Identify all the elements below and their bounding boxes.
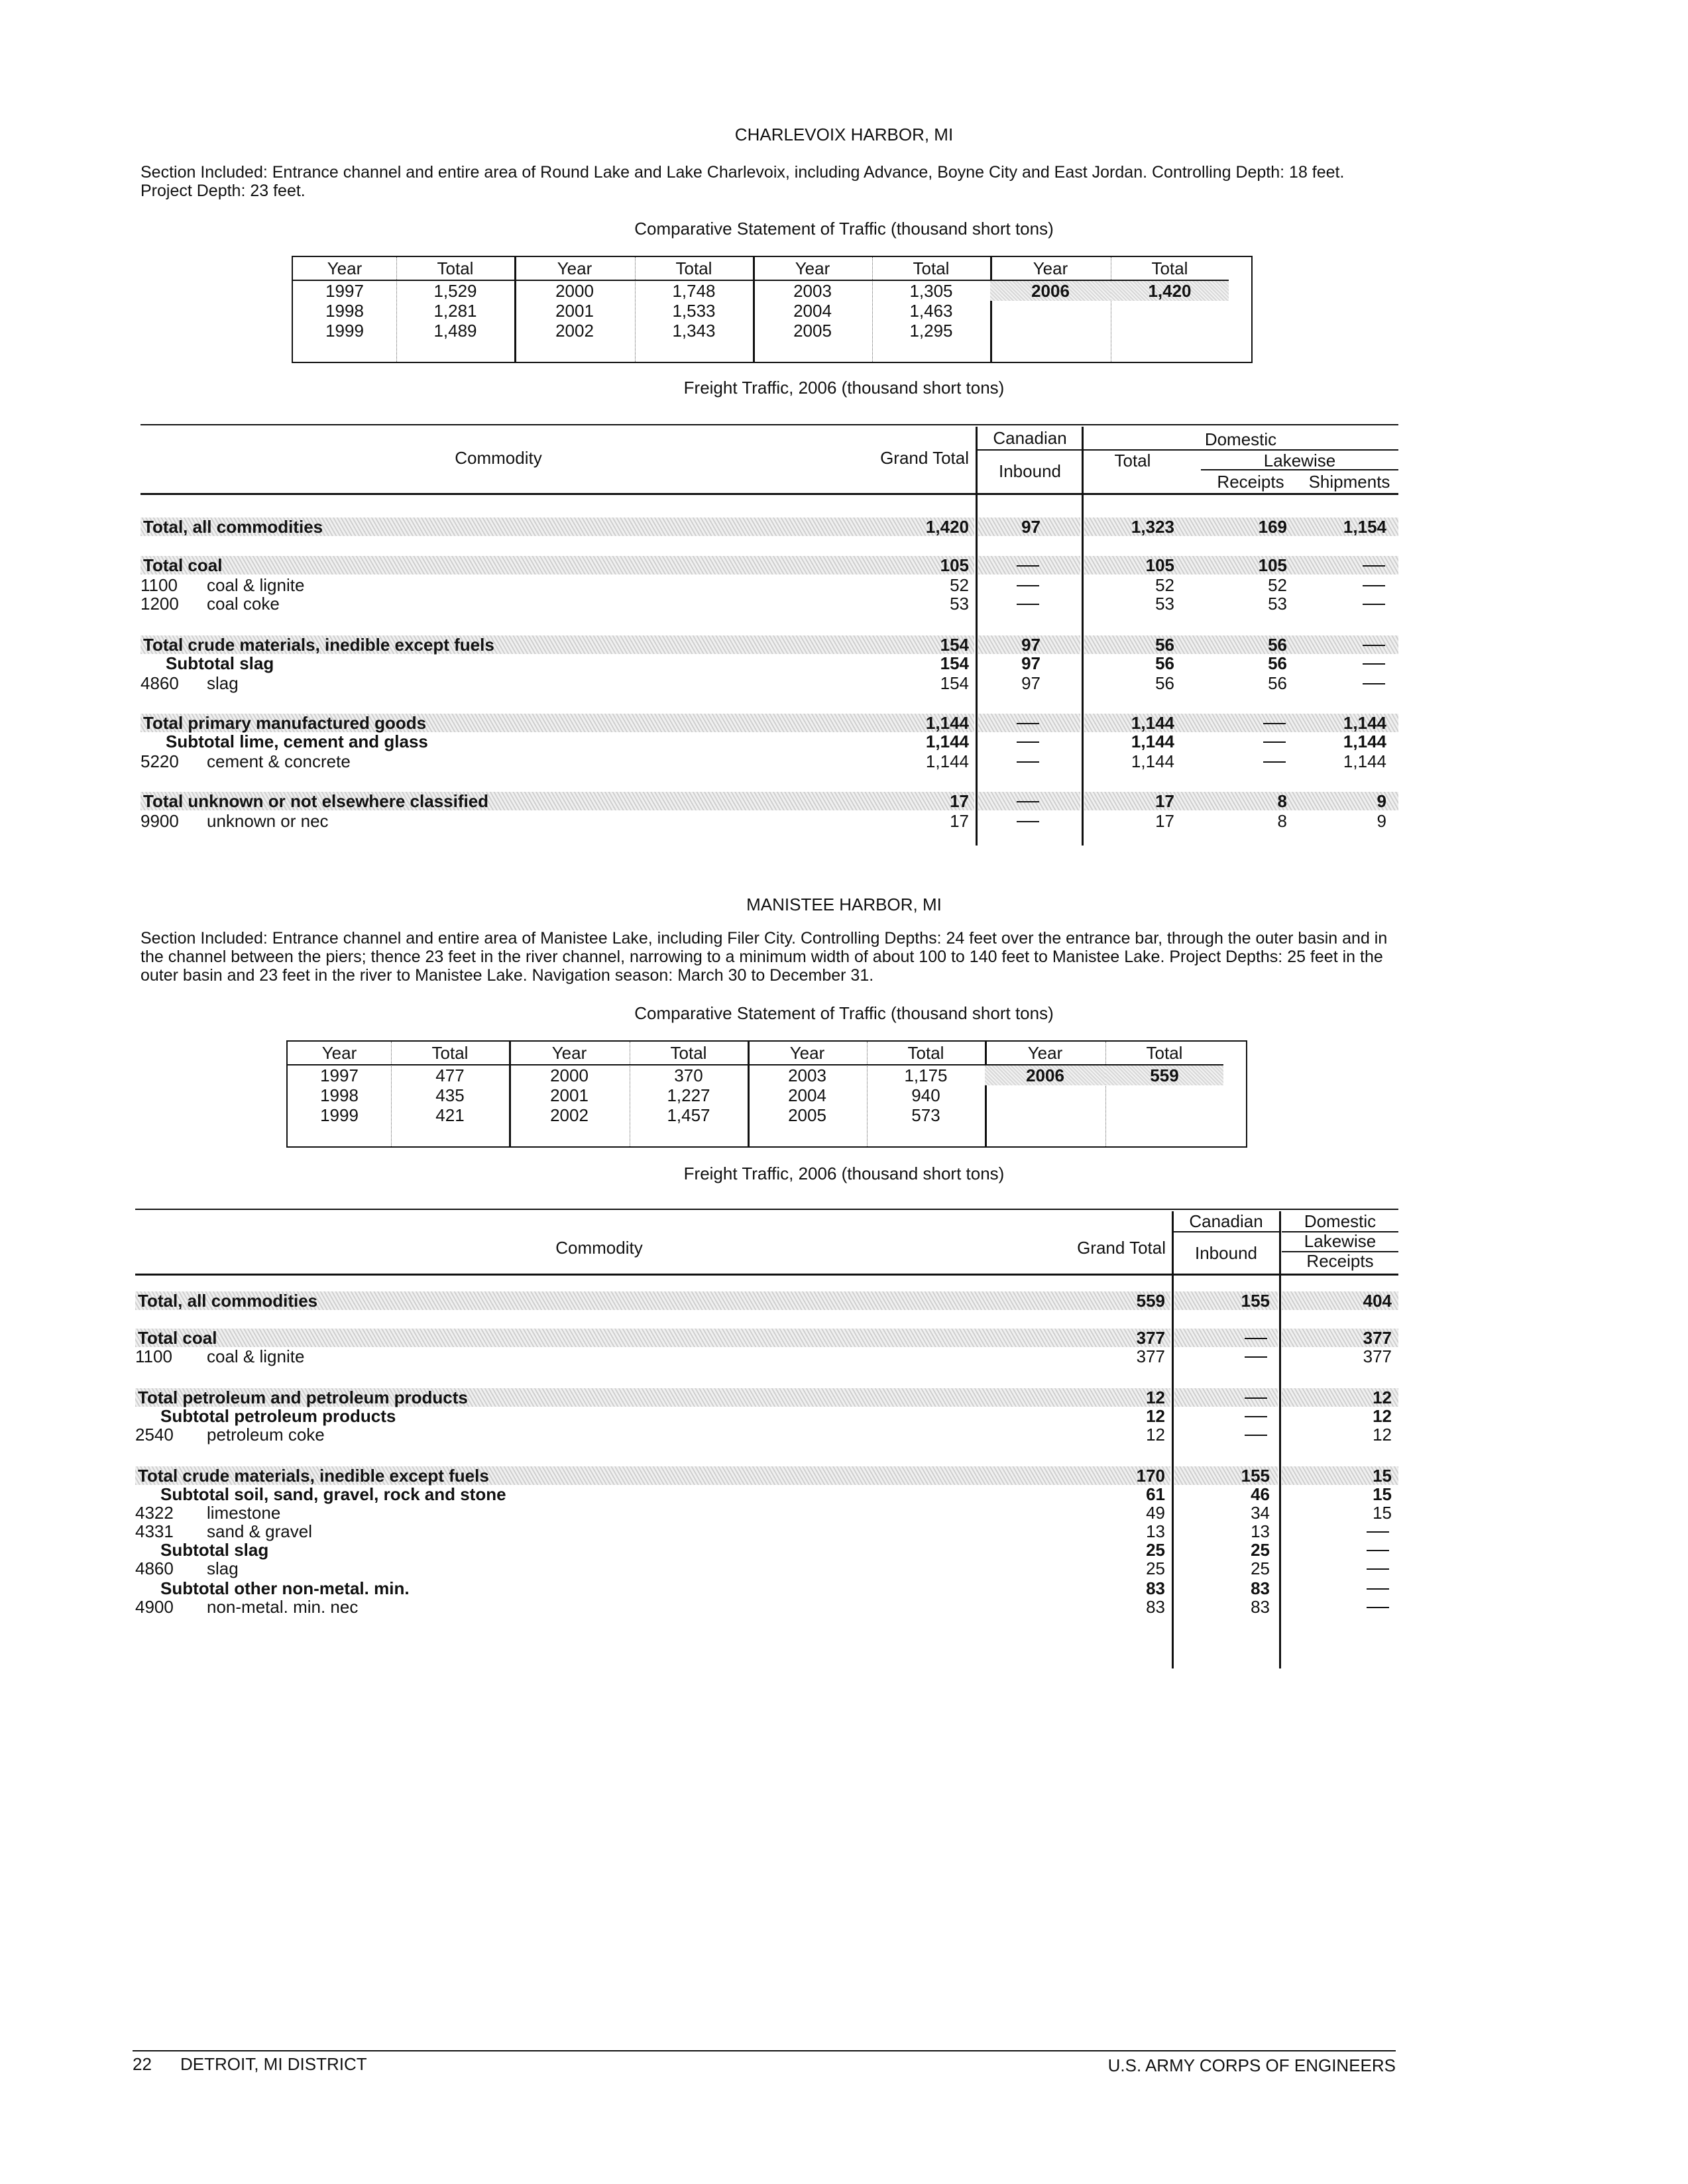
comp-value-cell: 1,529: [433, 281, 477, 301]
commodity-label: Total primary manufactured goods: [143, 713, 427, 733]
value-cell: 105: [940, 555, 969, 575]
manistee-freight-table: [135, 1209, 1398, 1672]
comp-value-cell: 1,489: [433, 321, 477, 341]
commodity-code: 5220: [141, 751, 179, 771]
value-cell: 9: [1377, 791, 1386, 811]
value-cell: 15: [1373, 1484, 1392, 1504]
comp-value-cell: 1,533: [672, 301, 716, 321]
value-cell: 15: [1373, 1503, 1392, 1523]
commodity-label: petroleum coke: [207, 1425, 325, 1445]
footer-agency: U.S. ARMY CORPS OF ENGINEERS: [1107, 2055, 1396, 2075]
value-cell: 46: [1251, 1484, 1270, 1504]
footer-rule: [133, 2050, 1396, 2051]
comp-value-cell: 1,463: [909, 301, 953, 321]
comp-value-cell: 1,748: [672, 281, 716, 301]
no-value-text: [1245, 1388, 1267, 1407]
no-value-text: [1017, 751, 1039, 771]
commodity-label: Total crude materials, inedible except fuels: [138, 1466, 489, 1486]
comp-value-cell: 370: [674, 1065, 703, 1085]
comp-header-cell: Total: [872, 257, 990, 281]
comp-value-cell: 2004: [793, 301, 832, 321]
value-cell: 154: [940, 635, 969, 655]
no-value-text: [1367, 1540, 1389, 1560]
header-bottom-rule: [141, 493, 1398, 495]
commodity-code: 1200: [141, 594, 179, 614]
value-cell: 83: [1251, 1597, 1270, 1617]
value-cell: 12: [1146, 1425, 1165, 1445]
no-value-text: [1263, 751, 1286, 771]
comp-value-cell: 1,227: [667, 1085, 710, 1105]
commodity-label: Subtotal petroleum products: [160, 1406, 396, 1426]
value-cell: 377: [1363, 1346, 1392, 1366]
header-commodity: Commodity: [555, 1238, 643, 1258]
value-cell: 377: [1136, 1346, 1165, 1366]
no-value-text: [1245, 1328, 1267, 1348]
commodity-label: unknown or nec: [207, 811, 329, 831]
footer-district: DETROIT, MI DISTRICT: [180, 2054, 367, 2074]
header-canadian: Canadian: [993, 428, 1067, 448]
comp-value-cell: 573: [911, 1105, 940, 1125]
value-cell: 12: [1146, 1406, 1165, 1426]
value-cell: 97: [1021, 673, 1041, 693]
comp-value-cell: [1111, 321, 1229, 341]
commodity-label: non-metal. min. nec: [207, 1597, 359, 1617]
commodity-code: 4331: [135, 1521, 174, 1541]
value-cell: 25: [1146, 1540, 1165, 1560]
comp-header-cell: Total: [391, 1042, 509, 1065]
commodity-label: Subtotal slag: [166, 653, 274, 673]
comp-value-cell: [990, 301, 1111, 321]
commodity-label: limestone: [207, 1503, 281, 1523]
value-cell: 1,144: [925, 713, 969, 733]
no-value-text: [1263, 713, 1286, 733]
no-value-text: [1363, 653, 1385, 673]
charlevoix-section-text: Section Included: Entrance channel and entire area of Round Lake and Lake Charlevoix, including Advance, Boyne City and East Jordan. Controlling Depth: 18 feet. Project Depth: 23 feet.: [141, 163, 1345, 200]
no-value-text: [1363, 594, 1385, 614]
comp-header-cell: Total: [396, 257, 514, 281]
no-value-text: [1017, 811, 1039, 831]
comp-value-cell: 2006: [985, 1065, 1105, 1085]
value-cell: 52: [1155, 575, 1174, 595]
comp-value-cell: 1,343: [672, 321, 716, 341]
header-inbound: Inbound: [1195, 1243, 1257, 1263]
value-cell: 17: [950, 811, 969, 831]
no-value-text: [1245, 1425, 1267, 1445]
value-cell: 53: [950, 594, 969, 614]
row-highlight: [135, 1329, 1170, 1347]
commodity-label: Subtotal other non-metal. min.: [160, 1578, 410, 1598]
column-divider-right: [1279, 1211, 1281, 1668]
value-cell: 1,144: [925, 732, 969, 751]
value-cell: 17: [1155, 791, 1174, 811]
commodity-code: 9900: [141, 811, 179, 831]
comp-value-cell: 421: [435, 1105, 465, 1125]
commodity-label: Total crude materials, inedible except fuels: [143, 635, 494, 655]
commodity-code: 4322: [135, 1503, 174, 1523]
value-cell: 1,154: [1343, 517, 1386, 537]
comp-value-cell: [1105, 1105, 1223, 1125]
header-grand-total: Grand Total: [880, 448, 969, 468]
comp-value-cell: 2001: [555, 301, 594, 321]
value-cell: 53: [1155, 594, 1174, 614]
value-cell: 17: [950, 791, 969, 811]
commodity-code: 4860: [135, 1558, 174, 1578]
comp-value-cell: 1998: [320, 1085, 359, 1105]
value-cell: 25: [1251, 1558, 1270, 1578]
value-cell: 56: [1155, 673, 1174, 693]
value-cell: 8: [1277, 791, 1287, 811]
header-top-rule: [141, 424, 1398, 425]
value-cell: 25: [1251, 1540, 1270, 1560]
no-value-text: [1017, 555, 1039, 575]
value-cell: 105: [1145, 555, 1174, 575]
comp-value-cell: [1105, 1085, 1223, 1105]
value-cell: 83: [1251, 1578, 1270, 1598]
comp-header-cell: Total: [1111, 257, 1229, 281]
charlevoix-freight-table: [141, 424, 1398, 848]
header-domestic: Domestic: [1204, 429, 1277, 449]
value-cell: 15: [1373, 1466, 1392, 1486]
no-value-text: [1245, 1346, 1267, 1366]
no-value-text: [1017, 594, 1039, 614]
commodity-label: Total petroleum and petroleum products: [138, 1388, 468, 1407]
value-cell: 169: [1258, 517, 1287, 537]
commodity-code: 4900: [135, 1597, 174, 1617]
comp-value-cell: 940: [911, 1085, 940, 1105]
no-value-text: [1017, 575, 1039, 595]
comp-value-cell: [985, 1105, 1105, 1125]
value-cell: 34: [1251, 1503, 1270, 1523]
value-cell: 97: [1021, 635, 1041, 655]
comp-value-cell: [985, 1085, 1105, 1105]
comp-value-cell: [1111, 301, 1229, 321]
comp-header-cell: Year: [514, 257, 635, 281]
header-top-rule: [135, 1209, 1398, 1210]
value-cell: 404: [1363, 1291, 1392, 1311]
canadian-underline: [977, 449, 1083, 451]
comp-value-cell: 435: [435, 1085, 465, 1105]
no-value-text: [1245, 1406, 1267, 1426]
manistee-section-text: Section Included: Entrance channel and entire area of Manistee Lake, including Filer City. Controlling Depths: 24 feet over the entrance bar, through the outer basin and in the channel between the piers; thence 23 feet in the river channel, narrowing to a minimum width of about 100 to 140 feet to Manistee Lake. Project Depths: 25 feet in the outer basin and 23 feet in the river to Manistee Lake. Navigation season: March 30 to December 31.: [141, 929, 1388, 985]
comp-value-cell: 2002: [555, 321, 594, 341]
value-cell: 1,420: [925, 517, 969, 537]
value-cell: 154: [940, 653, 969, 673]
value-cell: 1,144: [1343, 732, 1386, 751]
value-cell: 377: [1363, 1328, 1392, 1348]
comp-header-cell: Total: [867, 1042, 985, 1065]
value-cell: 25: [1146, 1558, 1165, 1578]
commodity-label: Total coal: [138, 1328, 217, 1348]
commodity-label: slag: [207, 1558, 239, 1578]
value-cell: 8: [1277, 811, 1287, 831]
charlevoix-title: CHARLEVOIX HARBOR, MI: [734, 125, 954, 144]
manistee-comp-caption: Comparative Statement of Traffic (thousand short tons): [634, 1003, 1054, 1023]
value-cell: 53: [1268, 594, 1287, 614]
commodity-code: 2540: [135, 1425, 174, 1445]
value-cell: 56: [1268, 673, 1287, 693]
value-cell: 56: [1155, 635, 1174, 655]
charlevoix-freight-caption: Freight Traffic, 2006 (thousand short tons): [683, 378, 1005, 398]
header-commodity: Commodity: [455, 448, 542, 468]
value-cell: 61: [1146, 1484, 1165, 1504]
value-cell: 1,144: [1131, 732, 1174, 751]
comp-value-cell: 2004: [788, 1085, 826, 1105]
value-cell: 52: [1268, 575, 1287, 595]
value-cell: 12: [1373, 1425, 1392, 1445]
value-cell: 83: [1146, 1578, 1165, 1598]
manistee-comparative-table: [286, 1040, 1247, 1148]
value-cell: 1,144: [1343, 713, 1386, 733]
header-grand-total: Grand Total: [1077, 1238, 1166, 1258]
commodity-code: 1100: [141, 575, 178, 595]
no-value-text: [1363, 555, 1385, 575]
no-value-text: [1363, 673, 1385, 693]
comp-header-cell: Total: [630, 1042, 748, 1065]
comp-header-cell: Year: [985, 1042, 1105, 1065]
header-shipments: Shipments: [1308, 472, 1390, 492]
value-cell: 13: [1251, 1521, 1270, 1541]
header-bottom-rule: [135, 1274, 1398, 1276]
commodity-code: 1100: [135, 1346, 172, 1366]
commodity-label: slag: [207, 673, 239, 693]
footer-page-number: 22: [133, 2054, 152, 2074]
charlevoix-comp-caption: Comparative Statement of Traffic (thousand short tons): [634, 219, 1054, 239]
comp-header-cell: Year: [509, 1042, 630, 1065]
value-cell: 12: [1146, 1388, 1165, 1407]
value-cell: 155: [1241, 1291, 1270, 1311]
value-cell: 1,144: [1343, 751, 1386, 771]
commodity-label: Subtotal slag: [160, 1540, 269, 1560]
value-cell: 12: [1373, 1406, 1392, 1426]
value-cell: 56: [1155, 653, 1174, 673]
comp-header-cell: Total: [635, 257, 753, 281]
comp-value-cell: 1999: [325, 321, 364, 341]
header-lakewise: Lakewise: [1304, 1231, 1377, 1251]
header-canadian: Canadian: [1189, 1211, 1263, 1231]
comp-value-cell: 1997: [320, 1065, 359, 1085]
comp-value-cell: 1,175: [904, 1065, 948, 1085]
no-value-text: [1263, 732, 1286, 751]
value-cell: 377: [1136, 1328, 1165, 1348]
value-cell: 105: [1258, 555, 1287, 575]
comp-value-cell: 1,305: [909, 281, 953, 301]
commodity-label: sand & gravel: [207, 1521, 312, 1541]
comp-value-cell: 1998: [325, 301, 364, 321]
value-cell: 13: [1146, 1521, 1165, 1541]
comp-header-cell: Year: [753, 257, 872, 281]
header-total: Total: [1114, 451, 1151, 470]
commodity-label: coal coke: [207, 594, 280, 614]
no-value-text: [1017, 791, 1039, 811]
commodity-label: coal & lignite: [207, 575, 305, 595]
value-cell: 1,323: [1131, 517, 1174, 537]
value-cell: 1,144: [925, 751, 969, 771]
comp-header-cell: Year: [288, 1042, 391, 1065]
comp-value-cell: 2002: [550, 1105, 589, 1125]
value-cell: 559: [1136, 1291, 1165, 1311]
comp-value-cell: 1,457: [667, 1105, 710, 1125]
no-value-text: [1367, 1597, 1389, 1617]
header-receipts: Receipts: [1306, 1251, 1374, 1271]
no-value-text: [1363, 575, 1385, 595]
comp-value-cell: 2001: [550, 1085, 589, 1105]
value-cell: 83: [1146, 1597, 1165, 1617]
charlevoix-comparative-table: [292, 256, 1253, 363]
canadian-underline: [1173, 1231, 1279, 1232]
comp-value-cell: 1997: [325, 281, 364, 301]
comp-value-cell: 2000: [550, 1065, 589, 1085]
no-value-text: [1363, 635, 1385, 655]
header-inbound: Inbound: [999, 461, 1061, 481]
comp-value-cell: 559: [1105, 1065, 1223, 1085]
comp-header-cell: Year: [748, 1042, 867, 1065]
value-cell: 12: [1373, 1388, 1392, 1407]
comp-value-cell: 2006: [990, 281, 1111, 301]
comp-header-cell: Year: [990, 257, 1111, 281]
comp-value-cell: 1,295: [909, 321, 953, 341]
comp-header-cell: Total: [1105, 1042, 1223, 1065]
value-cell: 170: [1136, 1466, 1165, 1486]
value-cell: 1,144: [1131, 713, 1174, 733]
value-cell: 17: [1155, 811, 1174, 831]
header-domestic: Domestic: [1304, 1211, 1377, 1231]
value-cell: 154: [940, 673, 969, 693]
commodity-label: coal & lignite: [207, 1346, 305, 1366]
comp-value-cell: 2003: [788, 1065, 826, 1085]
comp-value-cell: 1,420: [1111, 281, 1229, 301]
value-cell: 9: [1377, 811, 1386, 831]
comp-value-cell: 2003: [793, 281, 832, 301]
comp-value-cell: 2000: [555, 281, 594, 301]
commodity-label: cement & concrete: [207, 751, 351, 771]
value-cell: 1,144: [1131, 751, 1174, 771]
header-lakewise: Lakewise: [1263, 451, 1336, 470]
row-highlight: [141, 556, 974, 574]
commodity-label: Subtotal soil, sand, gravel, rock and stone: [160, 1484, 506, 1504]
value-cell: 56: [1268, 635, 1287, 655]
commodity-label: Subtotal lime, cement and glass: [166, 732, 428, 751]
no-value-text: [1017, 732, 1039, 751]
commodity-label: Total unknown or not elsewhere classified: [143, 791, 489, 811]
comp-value-cell: 2005: [793, 321, 832, 341]
value-cell: 97: [1021, 653, 1041, 673]
no-value-text: [1367, 1578, 1389, 1598]
comp-value-cell: 2005: [788, 1105, 826, 1125]
no-value-text: [1017, 713, 1039, 733]
commodity-label: Total, all commodities: [138, 1291, 318, 1311]
manistee-title: MANISTEE HARBOR, MI: [746, 895, 942, 914]
comp-header-cell: Year: [293, 257, 396, 281]
no-value-text: [1367, 1558, 1389, 1578]
comp-value-cell: 1999: [320, 1105, 359, 1125]
no-value-text: [1367, 1521, 1389, 1541]
comp-value-cell: 477: [435, 1065, 465, 1085]
commodity-code: 4860: [141, 673, 179, 693]
value-cell: 155: [1241, 1466, 1270, 1486]
value-cell: 56: [1268, 653, 1287, 673]
commodity-label: Total, all commodities: [143, 517, 323, 537]
value-cell: 52: [950, 575, 969, 595]
comp-value-cell: [990, 321, 1111, 341]
manistee-freight-caption: Freight Traffic, 2006 (thousand short tons): [683, 1164, 1005, 1183]
value-cell: 49: [1146, 1503, 1165, 1523]
comp-value-cell: 1,281: [433, 301, 477, 321]
value-cell: 97: [1021, 517, 1041, 537]
header-receipts: Receipts: [1217, 472, 1284, 492]
commodity-label: Total coal: [143, 555, 223, 575]
